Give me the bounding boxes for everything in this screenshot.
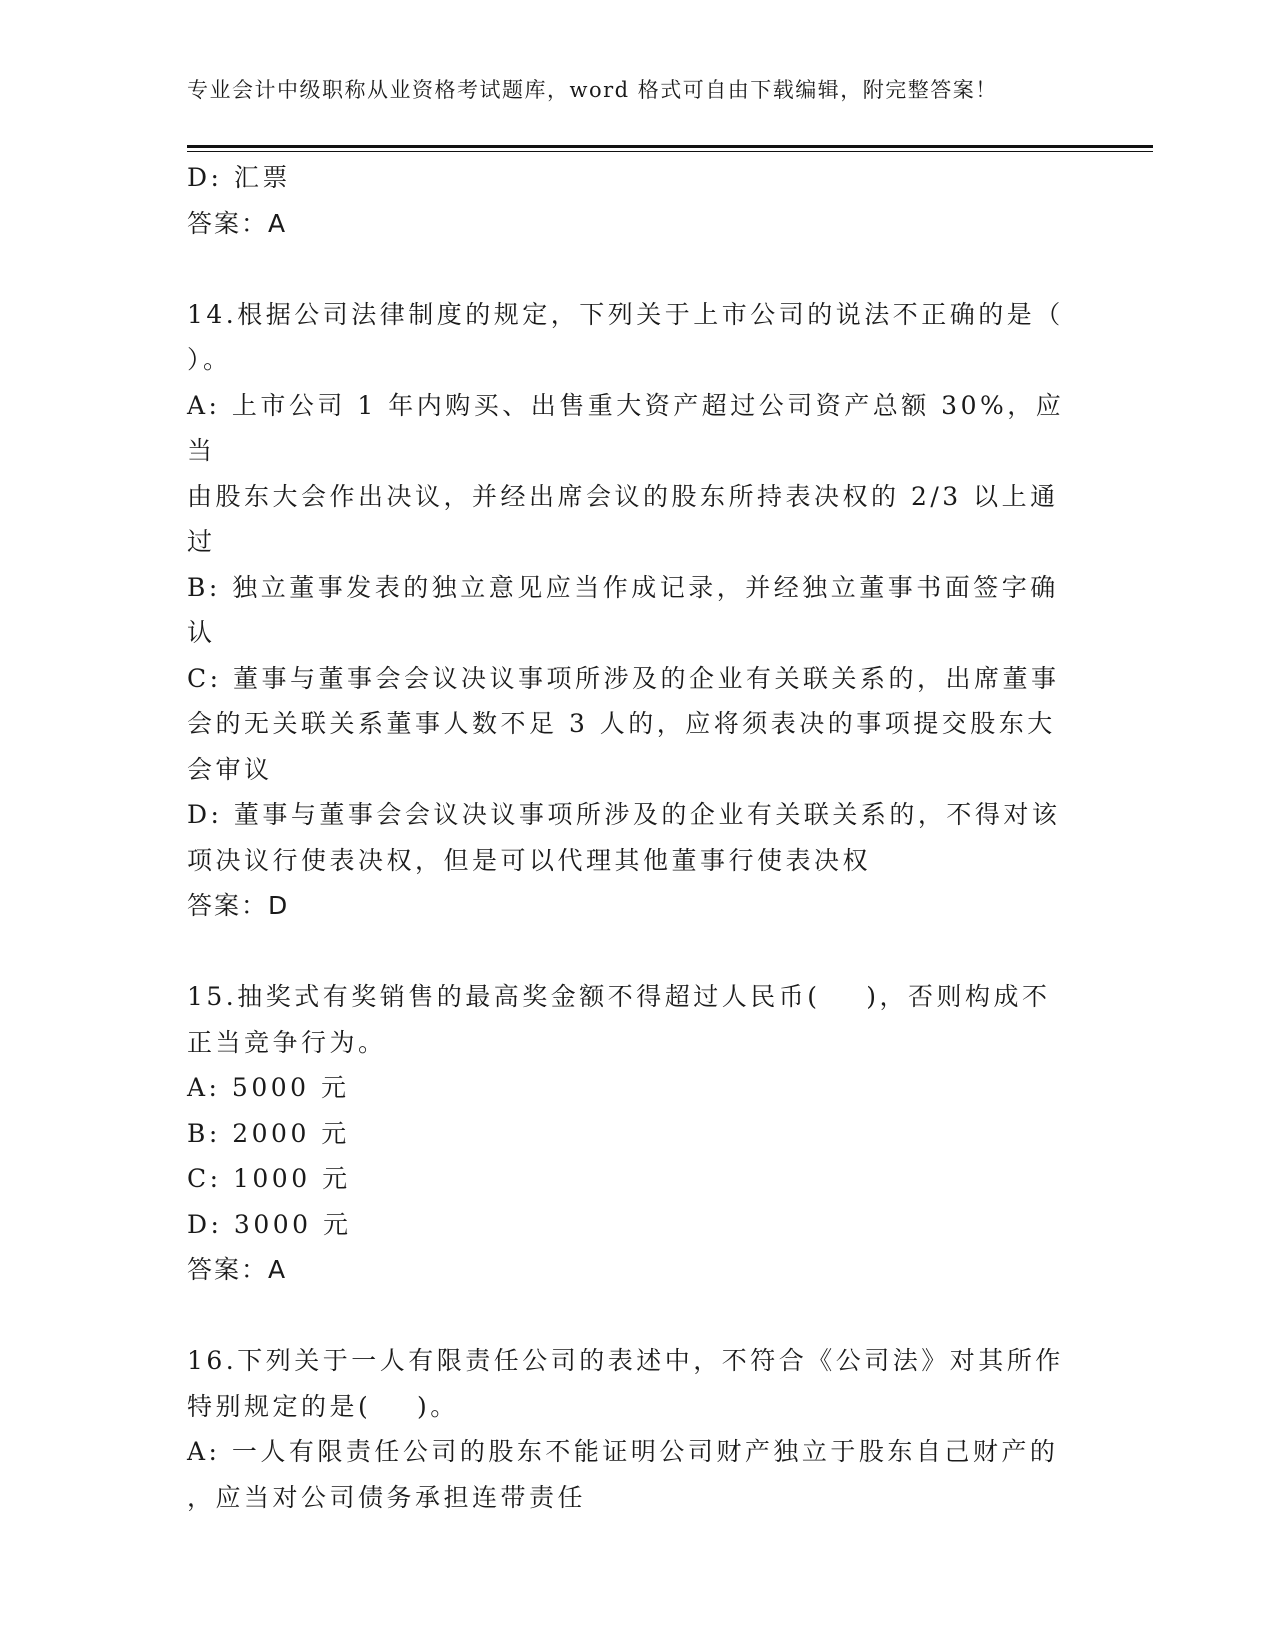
text-line: C: 董事与董事会会议决议事项所涉及的企业有关联关系的，出席董事: [187, 663, 1060, 693]
text-line: D: 3000 元: [187, 1209, 352, 1239]
answer-line: 答案：A: [187, 208, 288, 238]
text-line: C: 1000 元: [187, 1164, 351, 1193]
text-line: A: 一人有限责任公司的股东不能证明公司财产独立于股东自己财产的: [187, 1437, 1059, 1466]
text-line: 过: [187, 527, 216, 556]
paragraph-gap: [187, 246, 1087, 292]
text-line: 特别规定的是( )。: [187, 1391, 459, 1421]
text-line: D: 董事与董事会会议决议事项所涉及的企业有关联关系的，不得对该: [187, 800, 1061, 829]
text-line: B: 2000 元: [187, 1118, 350, 1148]
page-header: 专业会计中级职称从业资格考试题库，word 格式可自由下载编辑，附完整答案！: [187, 78, 998, 102]
header-rule-thin: [187, 151, 1153, 152]
text-line: 15.抽奖式有奖销售的最高奖金额不得超过人民币( )，否则构成不: [187, 982, 1051, 1011]
text-line: 正当竞争行为。: [187, 1027, 387, 1057]
answer-line: 答案：D: [187, 891, 290, 920]
text-line: 会审议: [187, 754, 273, 784]
text-line: 项决议行使表决权，但是可以代理其他董事行使表决权: [187, 845, 872, 875]
document-body: [187, 155, 1087, 1520]
text-line: B: 独立董事发表的独立意见应当作成记录，并经独立董事书面签字确: [187, 572, 1059, 602]
answer-line: 答案：A: [187, 1255, 288, 1284]
text-line: 由股东大会作出决议，并经出席会议的股东所持表决权的 2/3 以上通: [187, 481, 1059, 511]
text-line: A: 上市公司 1 年内购买、出售重大资产超过公司资产总额 30%，应当: [187, 390, 1065, 465]
header-rule-thick: [187, 145, 1153, 148]
paragraph-gap: [187, 1293, 1087, 1339]
text-line: ，应当对公司债务承担连带责任: [187, 1482, 587, 1512]
text-line: A: 5000 元: [187, 1073, 350, 1102]
text-line: 会的无关联关系董事人数不足 3 人的，应将须表决的事项提交股东大: [187, 709, 1056, 738]
text-line: D: 汇票: [187, 163, 291, 192]
text-line: 16.下列关于一人有限责任公司的表述中，不符合《公司法》对其所作: [187, 1346, 1064, 1375]
paragraph-gap: [187, 929, 1087, 975]
text-line: ）。: [187, 345, 232, 374]
text-line: 认: [187, 618, 216, 647]
text-line: 14.根据公司法律制度的规定，下列关于上市公司的说法不正确的是（: [187, 299, 1064, 329]
